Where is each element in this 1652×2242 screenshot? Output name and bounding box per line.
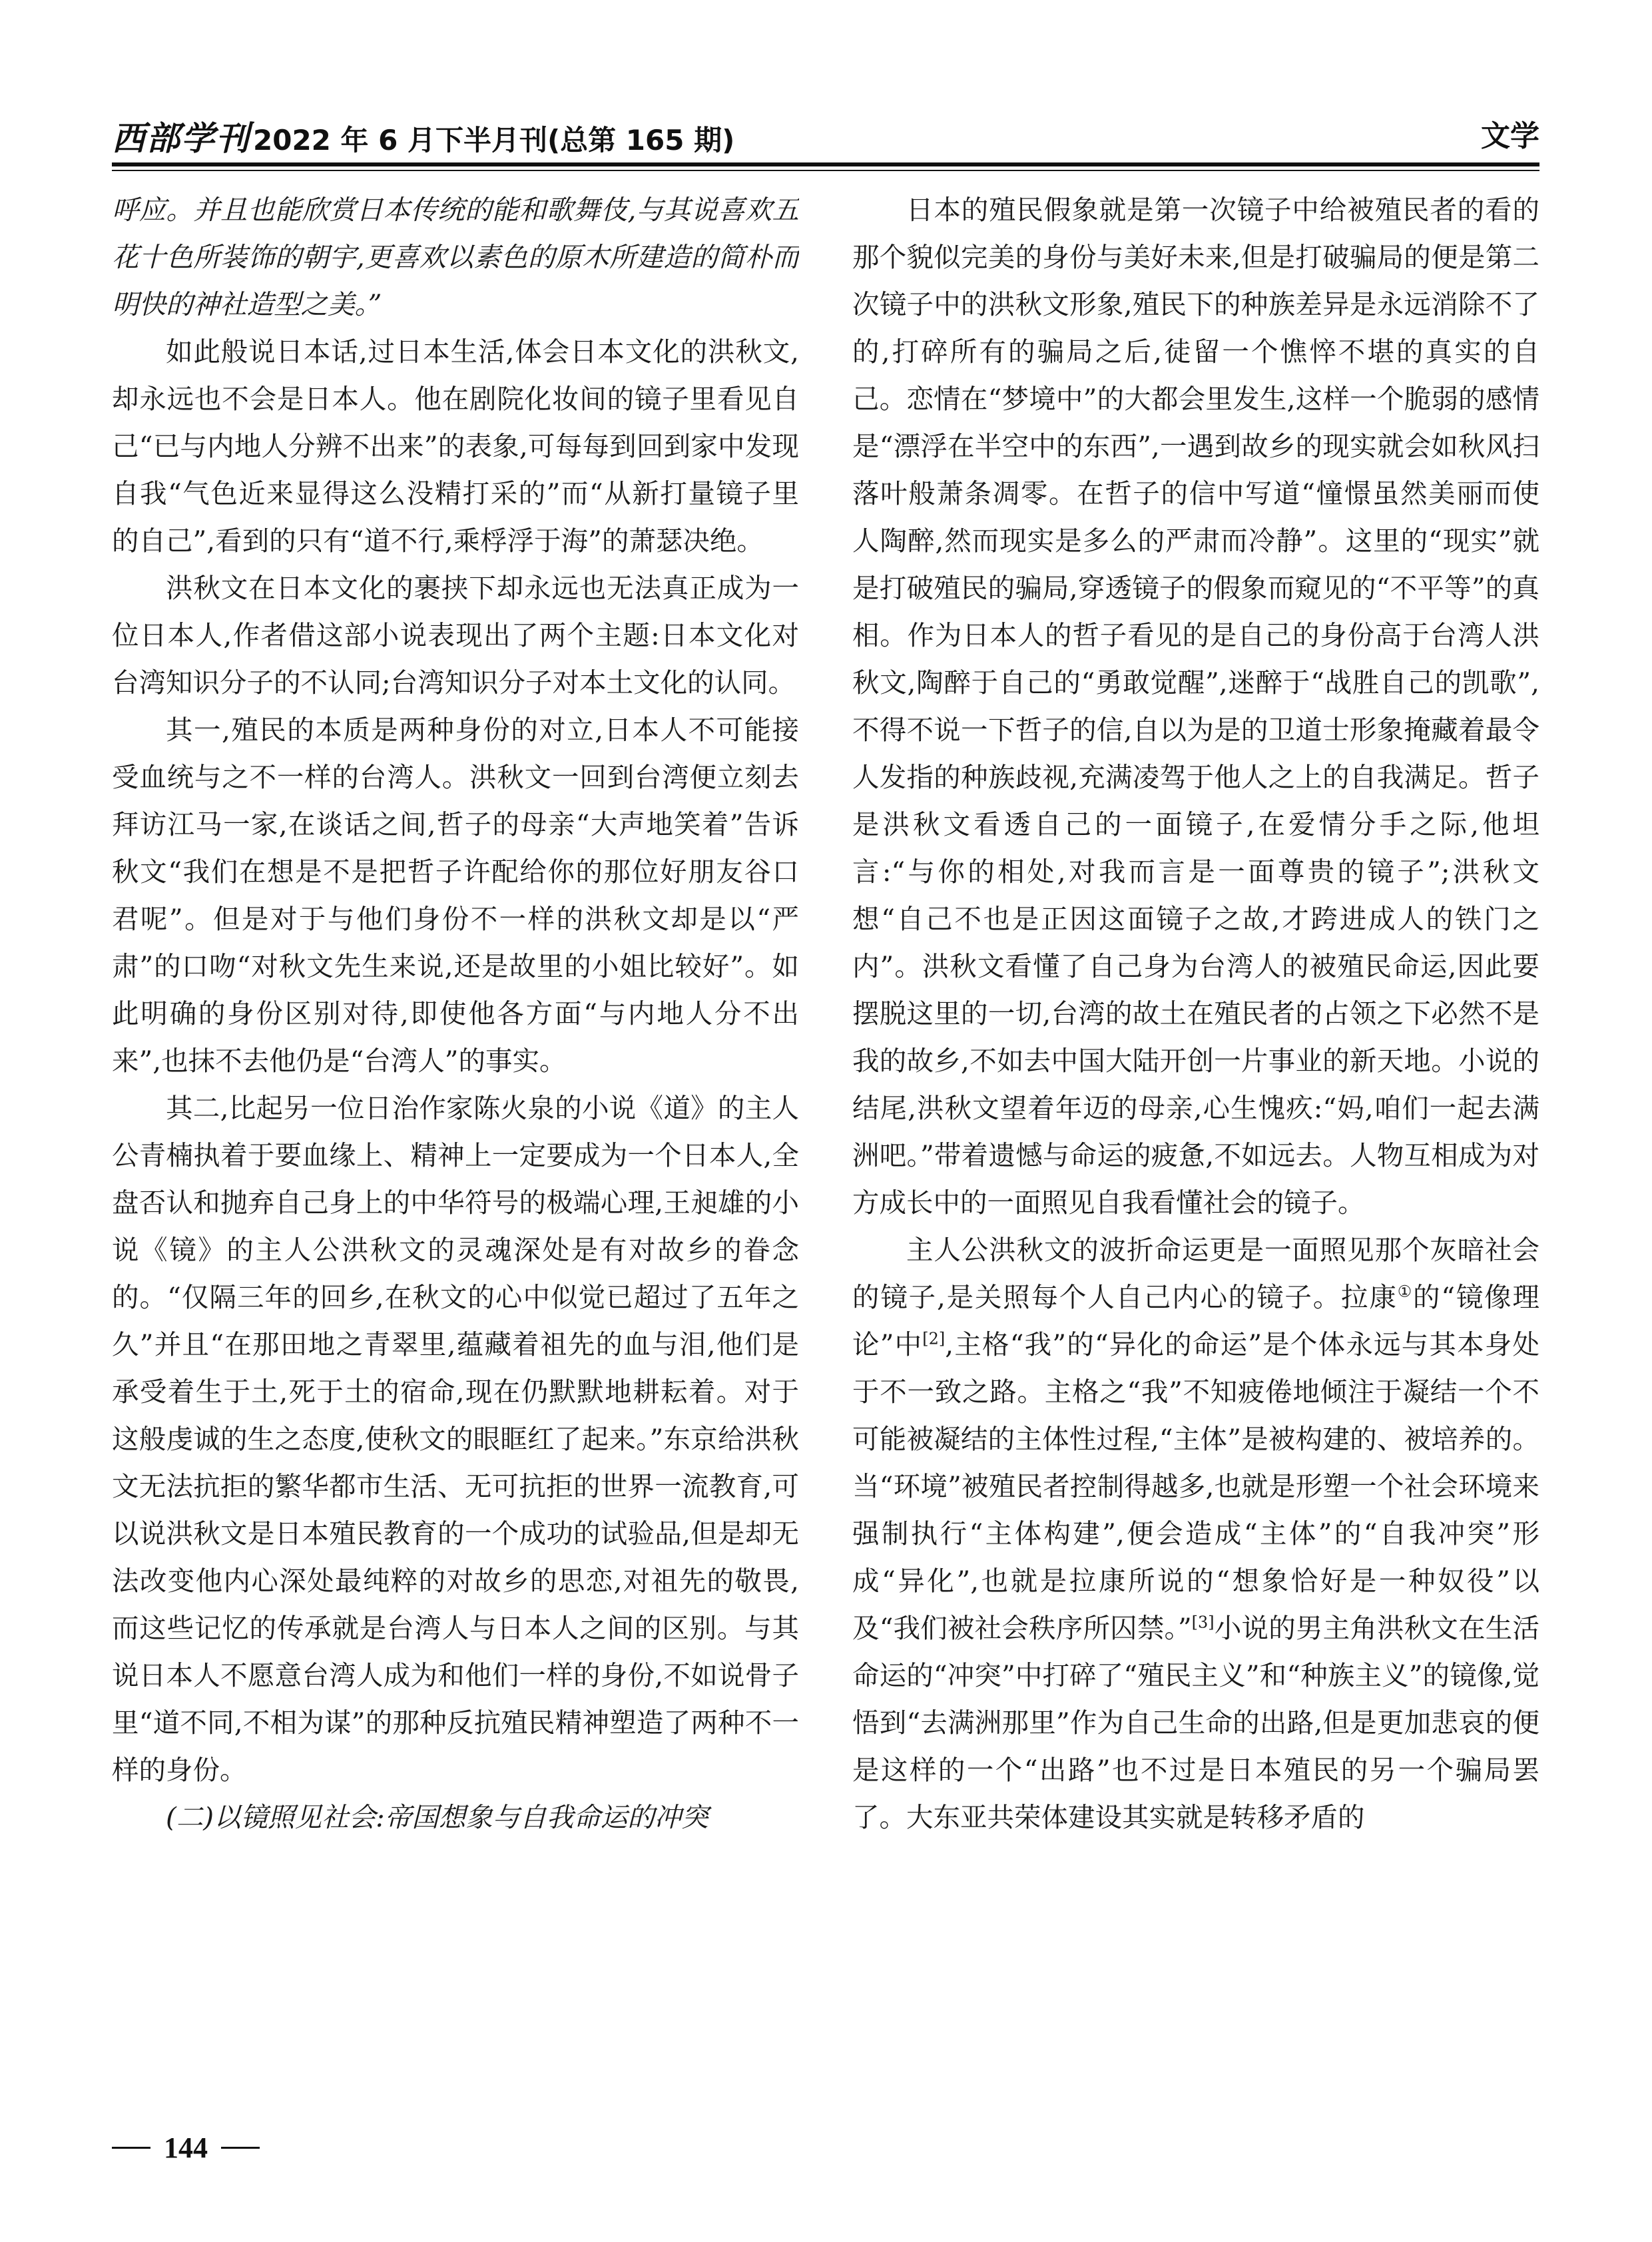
paragraph: 其二,比起另一位日治作家陈火泉的小说《道》的主人公青楠执着于要血缘上、精神上一定要成为一个日本人,全盘否认和抛弃自己身上的中华符号的极端心理,王昶雄的小说《镜》的主人公洪秋文的灵魂深处是有对故乡的眷念的。“仅隔三年的回乡,在秋文的心中似觉已超过了五年之久”并且“在那田地之青翠里,蕴藏着祖先的血与泪,他们是承受着生于土,死于土的宿命,现在仍默默地耕耘着。对于这般虔诚的生之态度,使秋文的眼眶红了起来。”东京给洪秋文无法抗拒的繁华都市生活、无可抗拒的世界一流教育,可以说洪秋文是日本殖民教育的一个成功的试验品,但是却无法改变他内心深处最纯粹的对故乡的思恋,对祖先的敬畏,而这些记忆的传承就是台湾人与日本人之间的区别。与其说日本人不愿意台湾人成为和他们一样的身份,不如说骨子里“道不同,不相为谋”的那种反抗殖民精神塑造了两种不一样的身份。 <box>112 1092 799 1786</box>
left-column <box>112 186 799 2091</box>
text-run: ,主格“我”的“异化的命运”是个体永远与其本身处于不一致之路。主格之“我”不知疲倦地倾注于凝结一个不可能被凝结的主体性过程,“主体”是被构建的、被培养的。当“环境”被殖民者控制得越多,也就是形塑一个社会环境来强制执行“主体构建”,便会造成“主体”的“自我冲突”形成“异化”,也就是拉康所说的“想象恰好是一种奴役”以及“我们被社会秩序所囚禁。” <box>852 1328 1539 1644</box>
paragraph: 其一,殖民的本质是两种身份的对立,日本人不可能接受血统与之不一样的台湾人。洪秋文一回到台湾便立刻去拜访江马一家,在谈话之间,哲子的母亲“大声地笑着”告诉秋文“我们在想是不是把哲子许配给你的那位好朋友谷口君呢”。但是对于与他们身份不一样的洪秋文却是以“严肃”的口吻“对秋文先生来说,还是故里的小姐比较好”。如此明确的身份区别对待,即使他各方面“与内地人分不出来”,也抹不去他仍是“台湾人”的事实。 <box>112 714 799 1077</box>
footer-dash-right <box>221 2147 260 2149</box>
right-column <box>852 186 1539 2091</box>
paragraph: 洪秋文在日本文化的裹挟下却永远也无法真正成为一位日本人,作者借这部小说表现出了两个主题:日本文化对台湾知识分子的不认同;台湾知识分子对本土文化的认同。 <box>112 572 799 699</box>
page-footer <box>112 2131 260 2165</box>
text-run: 小说的男主角洪秋文在生活命运的“冲突”中打碎了“殖民主义”和“种族主义”的镜像,觉悟到“去满洲那里”作为自己生命的出路,但是更加悲哀的便是这样的一个“出路”也不过是日本殖民的另一个骗局罢了。大东亚共荣体建设其实就是转移矛盾的 <box>852 1612 1539 1833</box>
footer-dash-left <box>112 2147 150 2149</box>
citation-ref[interactable]: [2] <box>922 1329 946 1348</box>
header-left <box>112 112 734 160</box>
paragraph: 如此般说日本话,过日本生活,体会日本文化的洪秋文,却永远也不会是日本人。他在剧院化妆间的镜子里看见自己“已与内地人分辨不出来”的表象,可每每到回到家中发现自我“气色近来显得这么没精打采的”而“从新打量镜子里的自己”,看到的只有“道不行,乘桴浮于海”的萧瑟决绝。 <box>112 336 799 557</box>
footnote-marker[interactable]: ① <box>1397 1282 1414 1301</box>
text-run: 主人公洪秋文的波折命运更是一面照见那个灰暗社会的镜子,是关照每个人自己内心的镜子。拉康 <box>852 1234 1539 1313</box>
header-rule-thin <box>112 170 1539 171</box>
paragraph: 呼应。并且也能欣赏日本传统的能和歌舞伎,与其说喜欢五花十色所装饰的朝宇,更喜欢以素色的原木所建造的简朴而明快的神社造型之美。” <box>112 194 799 320</box>
paragraph: 日本的殖民假象就是第一次镜子中给被殖民者的看的那个貌似完美的身份与美好未来,但是打破骗局的便是第二次镜子中的洪秋文形象,殖民下的种族差异是永远消除不了的,打碎所有的骗局之后,徒留一个憔悴不堪的真实的自己。恋情在“梦境中”的大都会里发生,这样一个脆弱的感情是“漂浮在半空中的东西”,一遇到故乡的现实就会如秋风扫落叶般萧条凋零。在哲子的信中写道“憧憬虽然美丽而使人陶醉,然而现实是多么的严肃而冷静”。这里的“现实”就是打破殖民的骗局,穿透镜子的假象而窥见的“不平等”的真相。作为日本人的哲子看见的是自己的身份高于台湾人洪秋文,陶醉于自己的“勇敢觉醒”,迷醉于“战胜自己的凯歌”,不得不说一下哲子的信,自以为是的卫道士形象掩藏着最令人发指的种族歧视,充满凌驾于他人之上的自我满足。哲子是洪秋文看透自己的一面镜子,在爱情分手之际,他坦言:“与你的相处,对我而言是一面尊贵的镜子”;洪秋文想“自己不也是正因这面镜子之故,才跨进成人的铁门之内”。洪秋文看懂了自己身为台湾人的被殖民命运,因此要摆脱这里的一切,台湾的故土在殖民者的占领之下必然不是我的故乡,不如去中国大陆开创一片事业的新天地。小说的结尾,洪秋文望着年迈的母亲,心生愧疚:“妈,咱们一起去满洲吧。”带着遗憾与命运的疲惫,不如远去。人物互相成为对方成长中的一面照见自我看懂社会的镜子。 <box>852 194 1539 1219</box>
paragraph-with-citations <box>852 1227 1539 1841</box>
journal-logo: 西部学刊 <box>112 119 250 158</box>
section-subheading: (二)以镜照见社会:帝国想象与自我命运的冲突 <box>166 1801 708 1833</box>
citation-ref[interactable]: [3] <box>1191 1613 1215 1632</box>
running-header <box>112 112 1539 157</box>
issue-info: 2022 年 6 月下半月刊(总第 165 期) <box>253 124 735 156</box>
header-rule <box>112 162 1539 166</box>
page-number: 144 <box>164 2131 208 2164</box>
text-run: 的“镜像理论”中 <box>852 1281 1539 1360</box>
section-label: 文学 <box>1481 119 1539 153</box>
